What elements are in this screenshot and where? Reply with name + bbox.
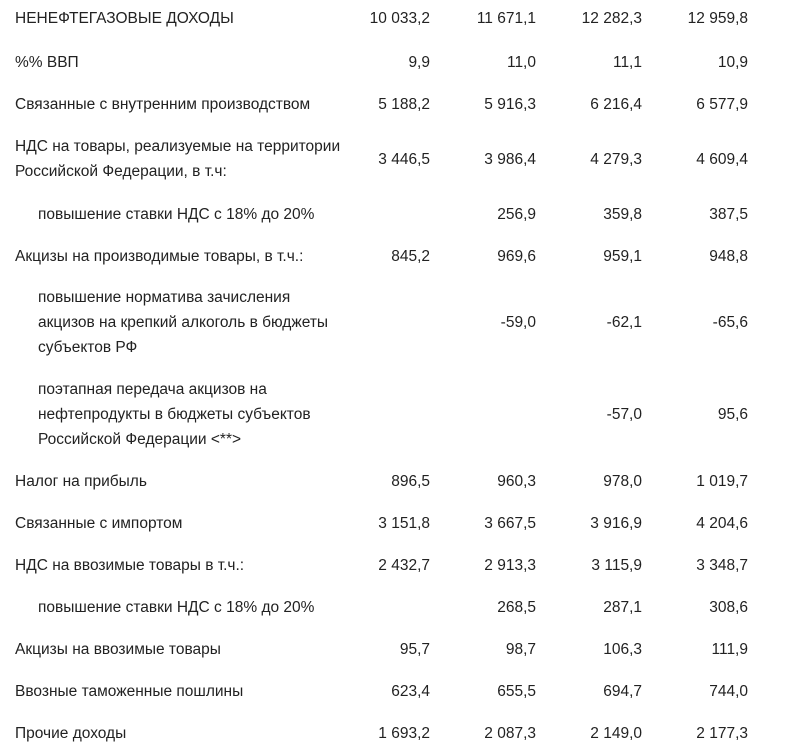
value-cell: 387,5 [709, 206, 748, 223]
value-cell: -65,6 [712, 314, 748, 331]
value-cell: 969,6 [497, 248, 536, 265]
value-cell: 6 216,4 [590, 96, 642, 113]
value-cell: 2 087,3 [484, 725, 536, 742]
value-cell: 3 986,4 [484, 151, 536, 168]
value-cell: 694,7 [603, 683, 642, 700]
value-cell: 11,0 [506, 54, 536, 71]
value-cell: 287,1 [603, 599, 642, 616]
row-label: %% ВВП [15, 54, 79, 71]
row-label: Налог на прибыль [15, 473, 147, 490]
value-cell: 11 671,1 [476, 10, 536, 27]
value-cell: -62,1 [606, 314, 642, 331]
value-cell: 2 177,3 [696, 725, 748, 742]
value-cell: 2 432,7 [378, 557, 430, 574]
row-label: поэтапная передача акцизов на нефтепродукты в бюджеты субъектов Российской Федерации <**> [38, 381, 311, 448]
value-cell: 10,9 [717, 54, 748, 71]
row-label: Прочие доходы [15, 725, 127, 742]
value-cell: 12 282,3 [581, 10, 642, 27]
value-cell: 623,4 [391, 683, 430, 700]
value-cell: 744,0 [709, 683, 748, 700]
value-cell: 2 149,0 [590, 725, 642, 742]
value-cell: 95,7 [399, 641, 430, 658]
row-label: Акцизы на ввозимые товары [15, 641, 221, 658]
value-cell: 4 204,6 [696, 515, 748, 532]
row-label: повышение норматива зачисления акцизов на крепкий алкоголь в бюджеты субъектов РФ [38, 289, 329, 356]
row-label: Связанные с импортом [15, 515, 183, 532]
value-cell: 1 019,7 [696, 473, 748, 490]
value-cell: 11,1 [612, 54, 642, 71]
value-cell: 3 667,5 [484, 515, 536, 532]
value-cell: -59,0 [500, 314, 536, 331]
value-cell: 256,9 [497, 206, 536, 223]
row-label: Ввозные таможенные пошлины [15, 683, 244, 700]
row-label: повышение ставки НДС с 18% до 20% [38, 206, 315, 223]
value-cell: 6 577,9 [696, 96, 748, 113]
value-cell: 896,5 [391, 473, 430, 490]
value-cell: 948,8 [709, 248, 748, 265]
value-cell: 2 913,3 [484, 557, 536, 574]
row-label: НДС на товары, реализуемые на территории Российской Федерации, в т.ч: [15, 138, 341, 180]
value-cell: 5 916,3 [484, 96, 536, 113]
value-cell: 3 916,9 [590, 515, 642, 532]
value-cell: 3 348,7 [696, 557, 748, 574]
value-cell: 655,5 [497, 683, 536, 700]
value-cell: 3 151,8 [378, 515, 430, 532]
row-label: Связанные с внутренним производством [15, 96, 311, 113]
value-cell: 9,9 [408, 54, 430, 71]
value-cell: 959,1 [603, 248, 642, 265]
value-cell: 12 959,8 [687, 10, 748, 27]
value-cell: 308,6 [709, 599, 748, 616]
value-cell: 845,2 [391, 248, 430, 265]
value-cell: 95,6 [717, 406, 748, 423]
row-label: НДС на ввозимые товары в т.ч.: [15, 557, 245, 574]
value-cell: 359,8 [603, 206, 642, 223]
value-cell: 268,5 [497, 599, 536, 616]
value-cell: 5 188,2 [378, 96, 430, 113]
value-cell: 111,9 [711, 641, 748, 658]
row-label: Акцизы на производимые товары, в т.ч.: [15, 248, 304, 265]
value-cell: 98,7 [505, 641, 536, 658]
value-cell: 3 446,5 [378, 151, 430, 168]
value-cell: 978,0 [603, 473, 642, 490]
value-cell: -57,0 [606, 406, 642, 423]
value-cell: 10 033,2 [369, 10, 430, 27]
row-label: повышение ставки НДС с 18% до 20% [38, 599, 315, 616]
value-cell: 4 609,4 [696, 151, 748, 168]
value-cell: 4 279,3 [590, 151, 642, 168]
value-cell: 1 693,2 [378, 725, 430, 742]
value-cell: 3 115,9 [591, 557, 642, 574]
value-cell: 960,3 [497, 473, 536, 490]
row-label: НЕНЕФТЕГАЗОВЫЕ ДОХОДЫ [15, 10, 234, 27]
value-cell: 106,3 [603, 641, 642, 658]
